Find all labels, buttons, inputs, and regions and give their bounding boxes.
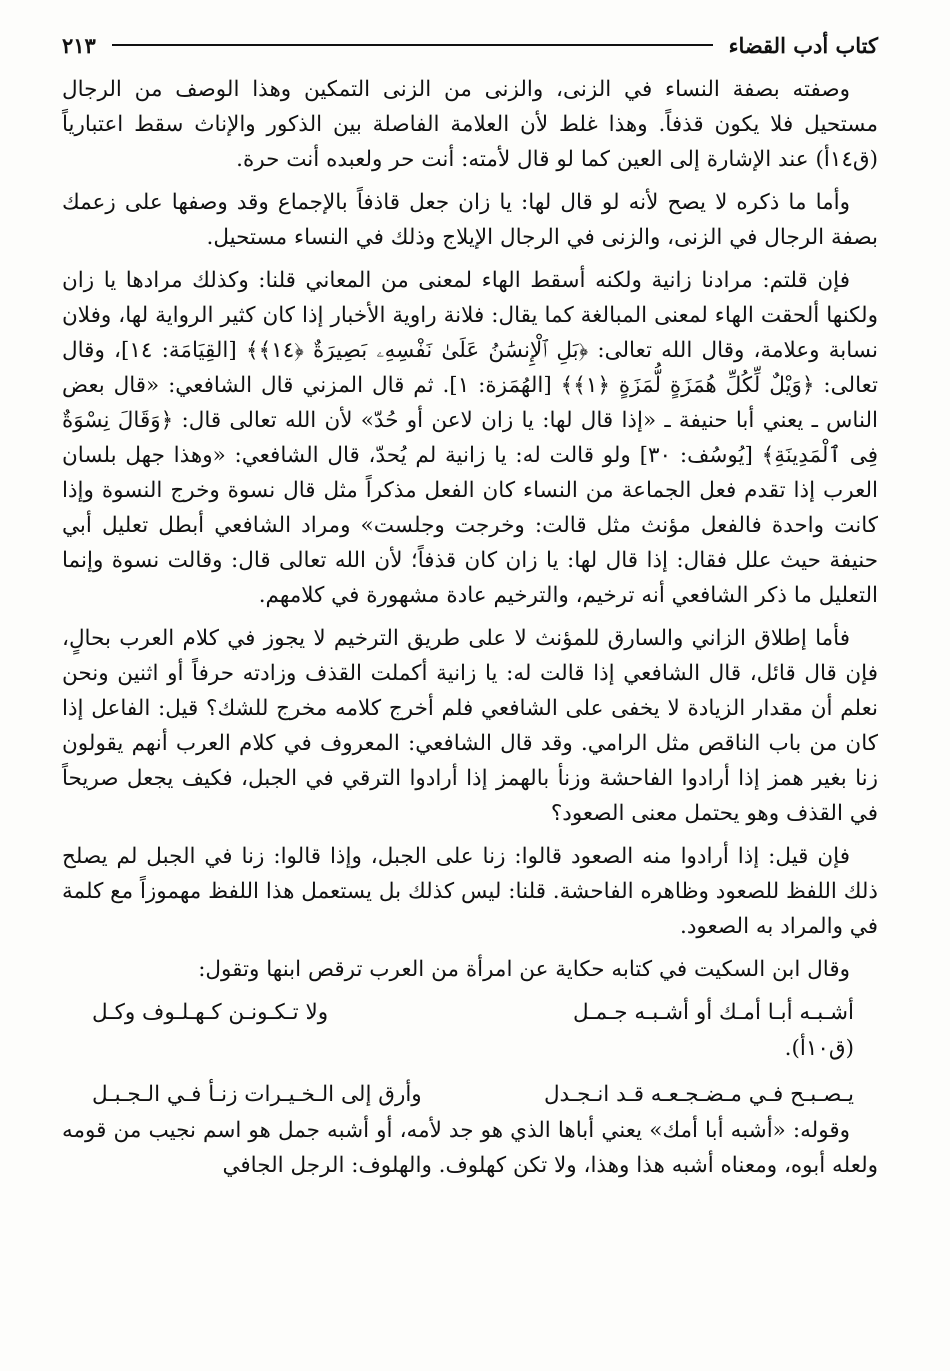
- body-text: [62, 72, 878, 1183]
- verse-1-second-hemistich: ولا تـكـونـن كـهـلـوف وكـل: [92, 1000, 329, 1025]
- page-header: [62, 28, 878, 62]
- page-number: ٢١٣: [62, 32, 96, 58]
- paragraph-5: فإن قيل: إذا أرادوا منه الصعود قالوا: زنا على الجبل، وإذا قالوا: زنا في الجبل لم يصلح ذلك اللفظ للصعود وظاهره الفاحشة. قلنا: ليس كذلك بل يستعمل هذا اللفظ مهموزاً مع كلمة في والمراد به الصعود.: [62, 844, 878, 939]
- header-rule: [112, 44, 713, 46]
- paragraph-4: فأما إطلاق الزاني والسارق للمؤنث لا على طريق الترخيم لا يجوز في كلام العرب بحالٍ، فإن قال قائل، قال الشافعي إذا قالت له: يا زانية أكملت القذف وزادته حرفاً أو اثنين ونحن نعلم أن مقدار الزيادة لا يخفى على الشافعي فلم أخرج كلامه مخرج للشك؟ قيل: الفاعل إذا كان من باب الناقص مثل الرامي. وقد قال الشافعي: المعروف في كلام العرب أنهم يقولون زنا بغير همز إذا أرادوا الفاحشة وزنأ بالهمز إذا أرادوا الترقي في الجبل، فكيف يجعل صريحاً في القذف وهو يحتمل معنى الصعود؟: [62, 626, 878, 826]
- paragraph-3: فإن قلتم: مرادنا زانية ولكنه أسقط الهاء لمعنى من المعاني قلنا: وكذلك مرادها يا زان ولكنها ألحقت الهاء لمعنى المبالغة كما يقال: فلانة راوية الأخبار إذا كان كثير الرواية لها، وفلان نسابة وعلامة، وقال الله تعالى: ﴿بَلِ ٱلْإِنسَٰنُ عَلَىٰ نَفْسِهِۦ بَصِيرَةٌ ﴿١٤﴾﴾ [القِيَامَة: ١٤]، وقال تعالى: ﴿وَيْلٌ لِّكُلِّ هُمَزَةٍ لُّمَزَةٍ ﴿١﴾﴾ [الهُمَزة: ١]. ثم قال المزني قال الشافعي: «قال بعض الناس ـ يعني أبا حنيفة ـ «إذا قال لها: يا زان لاعن أو حُدّ» لأن الله تعالى قال: ﴿وَقَالَ نِسْوَةٌ فِى ٱلْمَدِينَةِ﴾ [يُوسُف: ٣٠] ولو قالت له: يا زانية لم يُحدّ، قال الشافعي: «وهذا جهل بلسان العرب إذا تقدم فعل الجماعة من النساء كان الفعل مذكراً مثل قال نسوة وخرج النسوة وإذا كانت واحدة فالفعل مؤنث مثل قالت: وخرجت وجلست» ومراد الشافعي أبطل تعليل أبي حنيفة حيث علل فقال: إذا قال لها: يا زان كان قذفاً؛ لأن الله تعالى قال: وقالت نسوة وإنما التعليل ما ذكر الشافعي أنه ترخيم، والترخيم عادة مشهورة في كلامهم.: [62, 268, 879, 608]
- verse-line-2: [62, 1077, 878, 1113]
- closing-paragraph: وقوله: «أشبه أبا أمك» يعني أباها الذي هو جد لأمه، أو أشبه جمل هو اسم نجيب من قومه ولعله أبوه، ومعناه أشبه هذا وهذا، ولا تكن كهلوف. والهلوف: الرجل الجافي: [62, 1118, 878, 1178]
- verse-1-first-hemistich: أشـبـه أبـا أمـك أو أشـبـه جـمـل: [572, 1000, 854, 1025]
- manuscript-folio-tag: (ق١٠أ).: [784, 1036, 854, 1061]
- verse-line-1: [62, 995, 878, 1031]
- paragraph-2: وأما ما ذكره لا يصح لأنه لو قال لها: يا زان جعل قاذفاً بالإجماع وقد وصفها على زعمك بصفة الرجال في الزنى، والزنى في الرجال الإيلاج وذلك في النساء مستحيل.: [62, 190, 878, 250]
- paragraph-1: وصفته بصفة النساء في الزنى، والزنى من الزنى التمكين وهذا الوصف من الرجال مستحيل فلا يكون قذفاً. وهذا غلط لأن العلامة الفاصلة بين الذكور والإناث سقط اعتبارياً (ق١٤أ) عند الإشارة إلى العين كما لو قال لأمته: أنت حر ولعبده أنت حرة.: [62, 77, 878, 172]
- verse-2-second-hemistich: وأرق إلى الـخـيـرات زنـأ فـي الـجـبـل: [92, 1082, 422, 1107]
- paragraph-6: وقال ابن السكيت في كتابه حكاية عن امرأة من العرب ترقص ابنها وتقول:: [198, 957, 850, 982]
- verse-2-first-hemistich: يـصـبـح فـي مـضـجـعـه قـد انـجـدل: [543, 1082, 854, 1107]
- running-title: كتاب أدب القضاء: [728, 32, 878, 58]
